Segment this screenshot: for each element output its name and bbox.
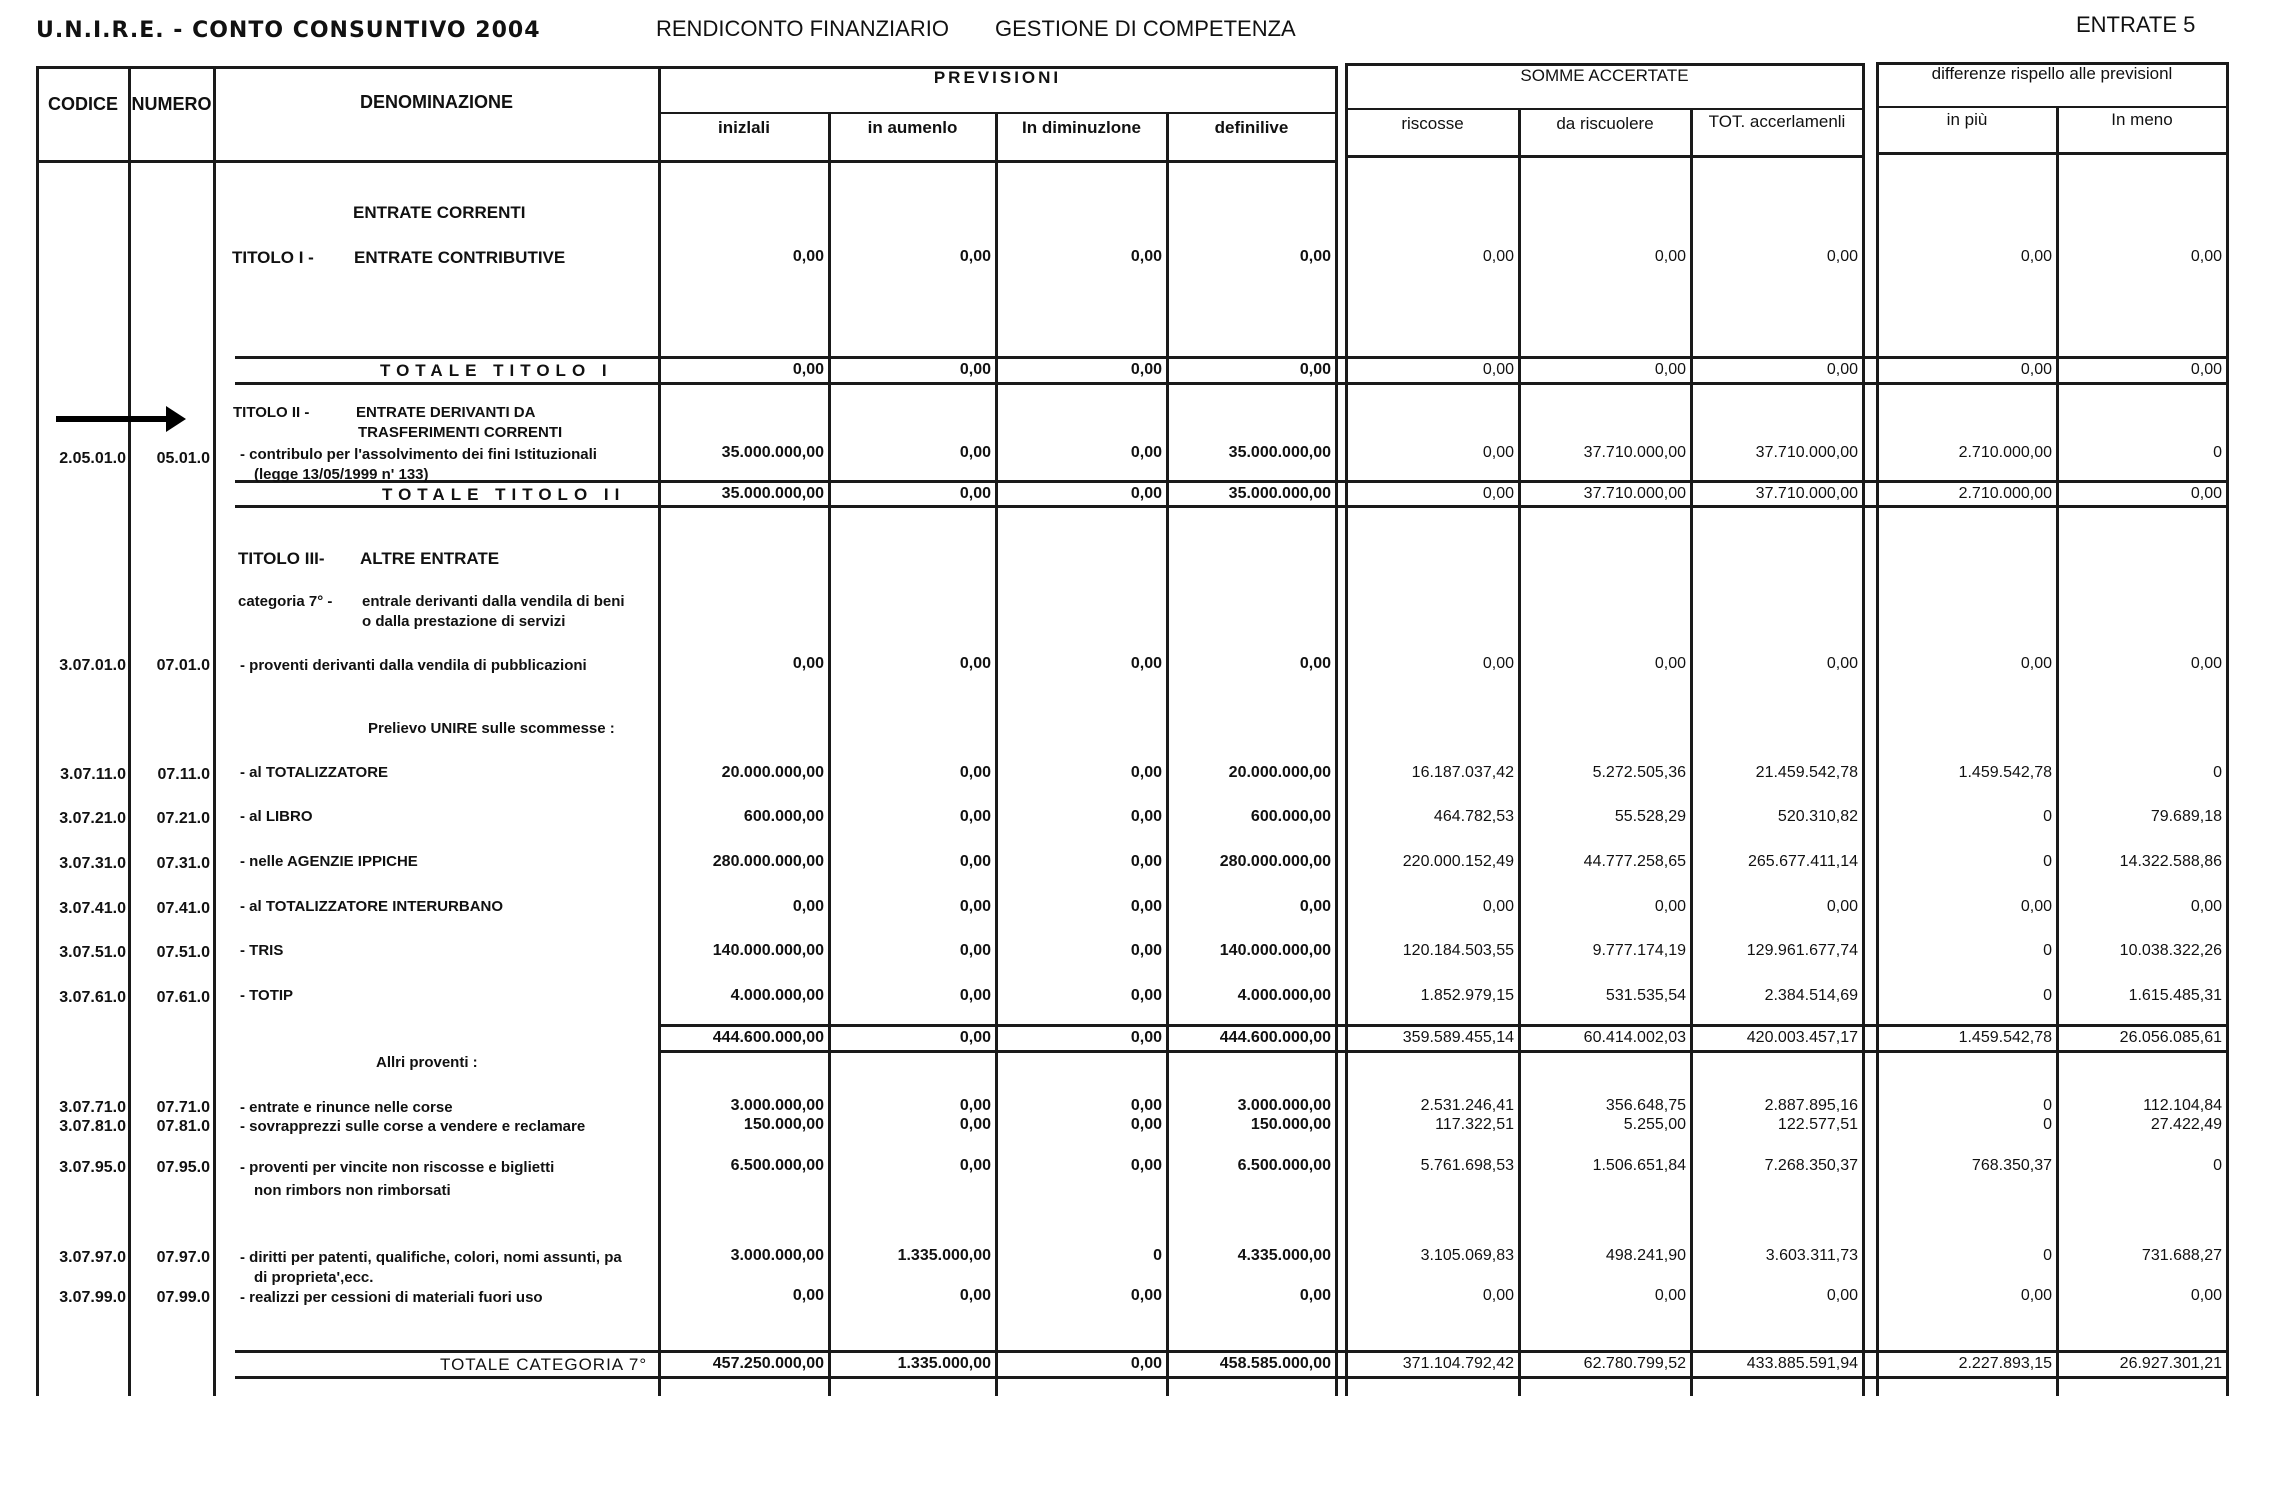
cell-iniziali: 3.000.000,00 [730,1247,824,1264]
cell-tot-accertamenti: 433.885.591,94 [1746,1355,1858,1372]
cell-in-diminuzione: 0,00 [1130,808,1162,825]
row-description: - TRIS [240,942,284,959]
cell-da-riscuotere: 62.780.799,52 [1583,1355,1686,1372]
cell-in-diminuzione: 0,00 [1130,898,1162,915]
cell-in-aumento: 0,00 [959,485,991,502]
row-codice: 3.07.21.0 [59,810,126,827]
row-description: - TOTIP [240,987,294,1004]
col-line-denominazione-left [213,66,216,1396]
col-line-definitive-left [1166,112,1169,1396]
prelievo-label: Prelievo UNIRE sulle scommesse : [368,720,615,737]
cell-in-meno: 1.615.485,31 [2128,987,2222,1004]
cell-definitive: 4.000.000,00 [1237,987,1331,1004]
col-line-da-riscuotere-left [1518,108,1521,1396]
cell-da-riscuotere: 37.710.000,00 [1583,444,1686,461]
categoria-name-line1: entrale derivanti dalla vendila di beni [362,593,625,610]
titolo2-label: TITOLO II - [233,404,310,421]
cell-in-aumento: 0,00 [959,1157,991,1174]
cell-da-riscuotere: 498.241,90 [1605,1247,1686,1264]
col-header-codice: CODICE [47,94,118,114]
cell-in-aumento: 1.335.000,00 [897,1355,991,1372]
row-description-line1: - diritti per patenti, qualifiche, colori, nomi assunti, pa [240,1249,622,1266]
total-band-line [235,1350,2226,1353]
cell-riscosse: 0,00 [1482,444,1514,461]
cell-in-diminuzione: 0,00 [1130,1097,1162,1114]
cell-in-meno: 112.104,84 [2143,1097,2222,1114]
cell-in-meno: 0,00 [2190,655,2222,672]
cell-da-riscuotere: 0,00 [1654,898,1686,915]
cell-da-riscuotere: 44.777.258,65 [1583,853,1686,870]
cell-definitive: 0,00 [1299,361,1331,378]
cell-tot-accertamenti: 0,00 [1826,248,1858,265]
cell-iniziali: 140.000.000,00 [712,942,824,959]
cell-iniziali: 0,00 [792,248,824,265]
titolo2-name-line2: TRASFERIMENTI CORRENTI [358,424,563,441]
col-header-in-meno: In meno [2111,110,2173,129]
col-header-numero: NUMERO [131,94,212,114]
cell-in-diminuzione: 0,00 [1130,1287,1162,1304]
cell-in-aumento: 0,00 [959,1097,991,1114]
cell-tot-accertamenti: 37.710.000,00 [1755,444,1858,461]
col-header-in-diminuzione: In diminuzlone [1022,118,1141,137]
cell-tot-accertamenti: 122.577,51 [1777,1116,1858,1133]
cell-riscosse: 1.852.979,15 [1420,987,1514,1004]
row-codice: 3.07.31.0 [59,855,126,872]
cell-iniziali: 444.600.000,00 [712,1029,824,1046]
cell-riscosse: 220.000.152,49 [1402,853,1514,870]
total-band-line [658,1050,2226,1053]
cell-in-piu: 0,00 [2020,655,2052,672]
row-numero: 07.71.0 [156,1099,210,1116]
cell-in-diminuzione: 0,00 [1130,1116,1162,1133]
cell-riscosse: 0,00 [1482,248,1514,265]
cell-in-aumento: 0,00 [959,1287,991,1304]
cell-in-piu: 0,00 [2020,1287,2052,1304]
cell-da-riscuotere: 60.414.002,03 [1583,1029,1686,1046]
cell-iniziali: 35.000.000,00 [721,485,824,502]
col-line-codice-left [36,66,39,1396]
col-line-diff-left [1876,62,1879,1396]
row-numero: 07.61.0 [156,989,210,1006]
cell-in-diminuzione: 0,00 [1130,248,1162,265]
col-line-previsioni-right [1335,66,1338,1396]
cell-in-meno: 26.056.085,61 [2119,1029,2222,1046]
arrow-right-icon [166,406,186,432]
total-band-line [235,480,2226,483]
cell-iniziali: 600.000,00 [743,808,824,825]
col-header-differenze: differenze rispello alle previsionl [1931,64,2173,83]
cell-iniziali: 280.000.000,00 [712,853,824,870]
header-mid-line-somme [1345,108,1862,110]
cell-in-diminuzione: 0,00 [1130,485,1162,502]
cell-da-riscuotere: 37.710.000,00 [1583,485,1686,502]
row-codice: 3.07.61.0 [59,989,126,1006]
cell-in-piu: 2.710.000,00 [1958,444,2052,461]
cell-tot-accertamenti: 129.961.677,74 [1746,942,1858,959]
cell-in-piu: 768.350,37 [1971,1157,2052,1174]
cell-definitive: 0,00 [1299,655,1331,672]
totale-titolo2-label: TOTALE TITOLO II [382,485,626,504]
cell-iniziali: 457.250.000,00 [712,1355,824,1372]
totale-titolo1-label: TOTALE TITOLO I [380,361,613,380]
cell-tot-accertamenti: 0,00 [1826,898,1858,915]
cell-in-meno: 0,00 [2190,1287,2222,1304]
cell-da-riscuotere: 0,00 [1654,655,1686,672]
col-header-tot-accertamenti: TOT. accerlamenli [1708,112,1846,131]
document-org-title: U.N.I.R.E. - CONTO CONSUNTIVO 2004 [36,18,541,43]
col-header-in-piu: in più [1946,110,1988,129]
cell-tot-accertamenti: 2.887.895,16 [1764,1097,1858,1114]
row-numero: 07.01.0 [156,657,210,674]
cell-in-diminuzione: 0,00 [1130,1157,1162,1174]
cell-iniziali: 0,00 [792,898,824,915]
cell-in-piu: 0 [2043,853,2052,870]
col-line-tot-left [1690,108,1693,1396]
cell-iniziali: 4.000.000,00 [730,987,824,1004]
total-band-line [235,382,2226,385]
cell-da-riscuotere: 356.648,75 [1605,1097,1686,1114]
row-description: - al TOTALIZZATORE [240,764,389,781]
col-line-diff-right [2226,62,2229,1396]
col-header-riscosse: riscosse [1401,114,1464,133]
row-codice: 3.07.01.0 [59,657,126,674]
arrow-icon-shaft [56,416,168,422]
cell-in-aumento: 0,00 [959,808,991,825]
row-description: - al TOTALIZZATORE INTERURBANO [240,898,504,915]
cell-definitive: 0,00 [1299,1287,1331,1304]
cell-riscosse: 120.184.503,55 [1402,942,1514,959]
cell-riscosse: 0,00 [1482,485,1514,502]
row-codice: 3.07.51.0 [59,944,126,961]
col-line-aumento-left [828,112,831,1396]
report-subtitle: GESTIONE DI COMPETENZA [995,16,1296,41]
cell-in-piu: 1.459.542,78 [1958,764,2052,781]
cell-in-piu: 1.459.542,78 [1958,1029,2052,1046]
cell-tot-accertamenti: 520.310,82 [1777,808,1858,825]
col-header-definitive: definilive [1214,118,1289,137]
cell-tot-accertamenti: 420.003.457,17 [1746,1029,1858,1046]
col-line-diminuzione-left [995,112,998,1396]
cell-in-meno: 10.038.322,26 [2119,942,2222,959]
cell-definitive: 20.000.000,00 [1228,764,1331,781]
cell-in-aumento: 0,00 [959,361,991,378]
cell-riscosse: 359.589.455,14 [1402,1029,1514,1046]
cell-da-riscuotere: 0,00 [1654,1287,1686,1304]
header-bottom-line-diff [1876,152,2226,155]
header-mid-line-diff [1876,106,2226,108]
cell-tot-accertamenti: 21.459.542,78 [1755,764,1858,781]
cell-da-riscuotere: 9.777.174,19 [1592,942,1686,959]
cell-in-meno: 0 [2213,444,2222,461]
altri-proventi-label: Allri proventi : [376,1054,478,1071]
cell-riscosse: 464.782,53 [1433,808,1514,825]
cell-in-meno: 14.322.588,86 [2119,853,2222,870]
cell-definitive: 35.000.000,00 [1228,485,1331,502]
cell-definitive: 280.000.000,00 [1219,853,1331,870]
row-codice: 3.07.81.0 [59,1118,126,1135]
cell-definitive: 4.335.000,00 [1237,1247,1331,1264]
cell-in-diminuzione: 0,00 [1130,987,1162,1004]
row-description: - realizzi per cessioni di materiali fuori uso [240,1289,543,1306]
cell-definitive: 6.500.000,00 [1237,1157,1331,1174]
col-line-somme-left [1345,63,1348,1396]
row-description: - al LIBRO [240,808,313,825]
cell-in-aumento: 0,00 [959,987,991,1004]
row-description: - proventi derivanti dalla vendila di pubblicazioni [240,657,587,674]
header-bottom-line-somme [1345,155,1862,158]
row-description-line2: (legge 13/05/1999 n' 133) [254,466,429,483]
page-label: ENTRATE 5 [2076,12,2196,37]
cell-riscosse: 3.105.069,83 [1420,1247,1514,1264]
cell-in-aumento: 0,00 [959,444,991,461]
row-description-line2: non rimbors non rimborsati [254,1182,451,1199]
cell-in-diminuzione: 0,00 [1130,444,1162,461]
cell-in-meno: 0,00 [2190,248,2222,265]
cell-definitive: 600.000,00 [1250,808,1331,825]
cell-in-piu: 2.710.000,00 [1958,485,2052,502]
cell-riscosse: 2.531.246,41 [1420,1097,1514,1114]
col-header-in-aumento: in aumenlo [867,118,958,137]
row-codice: 3.07.99.0 [59,1289,126,1306]
row-codice: 3.07.11.0 [60,766,126,783]
row-numero: 07.99.0 [156,1289,210,1306]
cell-in-aumento: 0,00 [959,1029,991,1046]
row-numero: 07.21.0 [156,810,210,827]
cell-da-riscuotere: 55.528,29 [1614,808,1686,825]
titolo3-label: TITOLO III- [238,549,325,568]
cell-in-aumento: 0,00 [959,1116,991,1133]
cell-definitive: 3.000.000,00 [1237,1097,1331,1114]
col-header-iniziali: inizlali [718,118,770,137]
row-numero: 05.01.0 [156,450,210,467]
cell-in-meno: 0,00 [2190,485,2222,502]
cell-in-piu: 0,00 [2020,248,2052,265]
total-band-line [235,1376,2226,1379]
categoria-label: categoria 7° - [238,593,333,610]
cell-in-piu: 0,00 [2020,898,2052,915]
cell-da-riscuotere: 0,00 [1654,248,1686,265]
cell-da-riscuotere: 5.255,00 [1623,1116,1686,1133]
report-title: RENDICONTO FINANZIARIO [656,16,949,41]
cell-in-piu: 0 [2043,987,2052,1004]
cell-in-meno: 27.422,49 [2150,1116,2222,1133]
cell-in-diminuzione: 0,00 [1130,853,1162,870]
cell-iniziali: 0,00 [792,655,824,672]
section-entrate-correnti: ENTRATE CORRENTI [353,203,526,222]
row-numero: 07.81.0 [156,1118,210,1135]
row-numero: 07.51.0 [156,944,210,961]
cell-definitive: 140.000.000,00 [1219,942,1331,959]
cell-in-diminuzione: 0,00 [1130,942,1162,959]
cell-in-meno: 0,00 [2190,898,2222,915]
cell-iniziali: 0,00 [792,361,824,378]
cell-in-aumento: 0,00 [959,655,991,672]
cell-tot-accertamenti: 37.710.000,00 [1755,485,1858,502]
cell-in-aumento: 0,00 [959,248,991,265]
row-numero: 07.11.0 [157,766,210,783]
total-band-line [658,1024,2226,1027]
cell-iniziali: 6.500.000,00 [730,1157,824,1174]
cell-in-diminuzione: 0 [1153,1247,1162,1264]
cell-in-meno: 0,00 [2190,361,2222,378]
cell-da-riscuotere: 0,00 [1654,361,1686,378]
cell-in-piu: 0 [2043,1247,2052,1264]
col-line-meno-left [2056,106,2059,1396]
row-description: - entrate e rinunce nelle corse [240,1099,453,1116]
cell-in-piu: 0 [2043,808,2052,825]
cell-in-piu: 0 [2043,1116,2052,1133]
cell-in-meno: 79.689,18 [2150,808,2222,825]
cell-iniziali: 0,00 [792,1287,824,1304]
col-header-denominazione: DENOMINAZIONE [360,92,513,112]
cell-in-meno: 731.688,27 [2141,1247,2222,1264]
cell-definitive: 35.000.000,00 [1228,444,1331,461]
cell-tot-accertamenti: 2.384.514,69 [1764,987,1858,1004]
cell-tot-accertamenti: 0,00 [1826,655,1858,672]
titolo2-name-line1: ENTRATE DERIVANTI DA [356,404,536,421]
cell-in-aumento: 0,00 [959,898,991,915]
cell-da-riscuotere: 5.272.505,36 [1592,764,1686,781]
totale-categoria-label: TOTALE CATEGORIA 7° [440,1355,648,1374]
total-band-line [235,505,2226,508]
row-numero: 07.97.0 [156,1249,210,1266]
cell-tot-accertamenti: 7.268.350,37 [1764,1157,1858,1174]
cell-iniziali: 35.000.000,00 [721,444,824,461]
row-description-line1: - proventi per vincite non riscosse e biglietti [240,1159,555,1176]
cell-in-piu: 0 [2043,1097,2052,1114]
row-codice: 2.05.01.0 [59,450,126,467]
cell-definitive: 0,00 [1299,898,1331,915]
header-bottom-line-left [36,160,1335,163]
cell-in-diminuzione: 0,00 [1130,655,1162,672]
cell-in-diminuzione: 0,00 [1130,1029,1162,1046]
cell-tot-accertamenti: 0,00 [1826,1287,1858,1304]
cell-in-diminuzione: 0,00 [1130,361,1162,378]
cell-in-meno: 0 [2213,764,2222,781]
cell-in-diminuzione: 0,00 [1130,1355,1162,1372]
cell-definitive: 150.000,00 [1250,1116,1331,1133]
col-header-previsioni: PREVISIONI [933,68,1062,87]
cell-riscosse: 0,00 [1482,1287,1514,1304]
cell-in-piu: 0 [2043,942,2052,959]
cell-iniziali: 20.000.000,00 [721,764,824,781]
cell-in-aumento: 0,00 [959,853,991,870]
row-numero: 07.41.0 [156,900,210,917]
cell-riscosse: 117.322,51 [1435,1116,1514,1133]
cell-riscosse: 371.104.792,42 [1402,1355,1514,1372]
row-description: - sovrapprezzi sulle corse a vendere e reclamare [240,1118,586,1135]
cell-tot-accertamenti: 0,00 [1826,361,1858,378]
cell-in-meno: 26.927.301,21 [2119,1355,2222,1372]
cell-tot-accertamenti: 265.677.411,14 [1747,853,1858,870]
cell-definitive: 444.600.000,00 [1219,1029,1331,1046]
col-header-somme-accertate: SOMME ACCERTATE [1520,66,1689,85]
cell-tot-accertamenti: 3.603.311,73 [1765,1247,1858,1264]
row-codice: 3.07.71.0 [59,1099,126,1116]
cell-in-piu: 0,00 [2020,361,2052,378]
cell-riscosse: 0,00 [1482,361,1514,378]
cell-riscosse: 16.187.037,42 [1411,764,1514,781]
total-band-line [235,356,2226,359]
row-description-line1: - contribulo per l'assolvimento dei fini Istituzionali [240,446,597,463]
col-line-iniziali-left [658,66,661,1396]
cell-in-aumento: 0,00 [959,942,991,959]
row-description-line2: di proprieta',ecc. [254,1269,374,1286]
cell-in-meno: 0 [2213,1157,2222,1174]
row-numero: 07.31.0 [156,855,210,872]
cell-definitive: 458.585.000,00 [1219,1355,1331,1372]
col-line-somme-right [1862,63,1865,1396]
cell-riscosse: 5.761.698,53 [1420,1157,1514,1174]
row-codice: 3.07.41.0 [59,900,126,917]
cell-da-riscuotere: 531.535,54 [1605,987,1686,1004]
row-codice: 3.07.97.0 [59,1249,126,1266]
titolo1-name: ENTRATE CONTRIBUTIVE [354,248,566,267]
titolo1-label: TITOLO I - [232,248,314,267]
col-line-numero-left [128,66,131,1396]
cell-definitive: 0,00 [1299,248,1331,265]
cell-riscosse: 0,00 [1482,898,1514,915]
row-codice: 3.07.95.0 [59,1159,126,1176]
col-header-da-riscuotere: da riscuolere [1556,114,1654,133]
row-description: - nelle AGENZIE IPPICHE [240,853,418,870]
row-numero: 07.95.0 [156,1159,210,1176]
cell-in-piu: 2.227.893,15 [1958,1355,2052,1372]
titolo3-name: ALTRE ENTRATE [360,549,500,568]
cell-in-aumento: 1.335.000,00 [897,1247,991,1264]
cell-in-aumento: 0,00 [959,764,991,781]
cell-riscosse: 0,00 [1482,655,1514,672]
cell-iniziali: 150.000,00 [743,1116,824,1133]
cell-da-riscuotere: 1.506.651,84 [1592,1157,1686,1174]
categoria-name-line2: o dalla prestazione di servizi [362,613,566,630]
cell-in-diminuzione: 0,00 [1130,764,1162,781]
cell-iniziali: 3.000.000,00 [730,1097,824,1114]
